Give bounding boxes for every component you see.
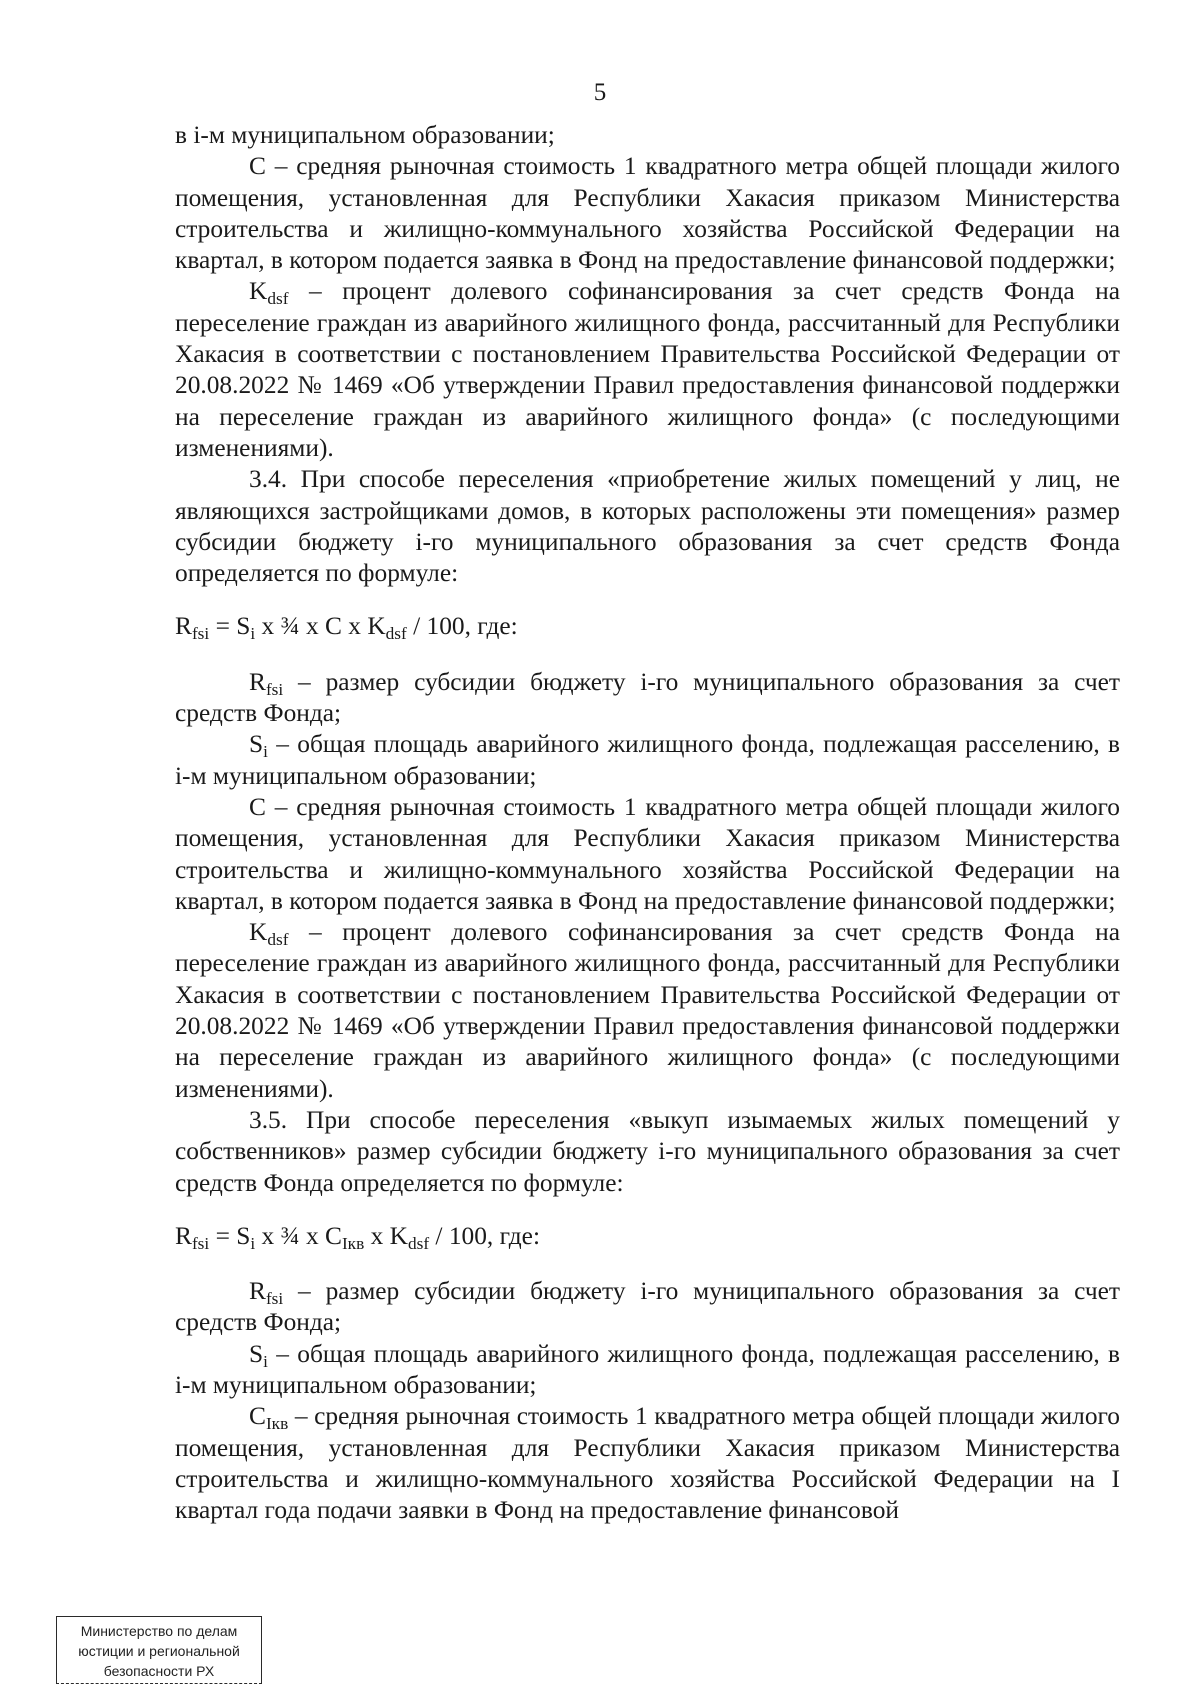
stamp-line: Министерство по делам (80, 1623, 238, 1639)
paragraph-definition-rfsi (175, 667, 1120, 730)
subscript: i (263, 742, 268, 762)
formula-subscript: i (250, 1233, 256, 1253)
symbol-r: R (249, 667, 266, 696)
subscript: fsi (265, 679, 284, 699)
formula-subscript: fsi (191, 624, 210, 644)
formula-subscript: fsi (191, 1233, 210, 1253)
paragraph-definition-c: C – средняя рыночная стоимость 1 квадратного метра общей площади жилого помещения, установленная для Республики Хакасия приказом Министерства строительства и жилищно-коммунального хозяйства Российской Федерации на квартал, в котором подается заявка в Фонд на предоставление финансовой поддержки; (175, 152, 1120, 275)
paragraph-definition-rfsi (175, 1276, 1120, 1339)
formula-3-4 (175, 611, 1120, 642)
paragraph-3-5: 3.5. При способе переселения «выкуп изымаемых жилых помещений у собственников» размер субсидии бюджету i-го муниципального образования за счет средств Фонда определяется по формуле: (175, 1105, 1120, 1197)
formula-part: / 100, где: (406, 612, 518, 641)
paragraph-definition-c: C – средняя рыночная стоимость 1 квадратного метра общей площади жилого помещения, установленная для Республики Хакасия приказом Министерства строительства и жилищно-коммунального хозяйства Российской Федерации на квартал, в котором подается заявка в Фонд на предоставление финансовой поддержки; (175, 792, 1120, 915)
formula-subscript: i (250, 624, 256, 644)
formula-part: / 100, где: (429, 1221, 541, 1250)
subscript: Iкв (265, 1414, 289, 1434)
paragraph-continuation: в i-м муниципальном образовании; (175, 121, 555, 149)
definition-text: – общая площадь аварийного жилищного фонда, подлежащая расселению, в i-м муниципальном образовании; (175, 730, 1120, 790)
formula-part: x K (364, 1221, 408, 1250)
formula-subscript: dsf (385, 624, 407, 644)
registration-stamp (56, 1616, 262, 1684)
paragraph-definition-kdsf (175, 276, 1120, 464)
definition-text: – размер субсидии бюджету i-го муниципального образования за счет средств Фонда; (175, 667, 1120, 728)
formula-part: x ¾ x C (255, 1221, 342, 1250)
formula-part: x ¾ x C x K (255, 612, 386, 641)
symbol-c: C (249, 1402, 266, 1431)
definition-text: – процент долевого софинансирования за счет средств Фонда на переселение граждан из аварийного жилищного фонда, рассчитанный для Республики Хакасия в соответствии с постановлением Правительства Российской Федерации от 20.08.2022 № 1469 «Об утверждении Правил предоставления финансовой поддержки на переселение граждан из аварийного жилищного фонда» (с последующими изменениями). (175, 277, 1120, 462)
subscript: i (263, 1351, 268, 1371)
formula-part: R (175, 612, 192, 641)
stamp-line: юстиции и региональной (78, 1643, 240, 1659)
symbol-s: S (249, 1339, 264, 1368)
formula-part: = S (209, 1221, 251, 1250)
definition-text: – средняя рыночная стоимость 1 квадратного метра общей площади жилого помещения, установленная для Республики Хакасия приказом Министерства строительства и жилищно-коммунального хозяйства Российской Федерации на I квартал года подачи заявки в Фонд на предоставление финансовой (175, 1402, 1120, 1525)
paragraph-definition-kdsf (175, 917, 1120, 1105)
formula-subscript: dsf (407, 1233, 430, 1253)
stamp-line: безопасности РХ (103, 1663, 215, 1679)
formula-subscript: Iкв (341, 1233, 365, 1253)
page-number: 5 (593, 79, 607, 106)
subscript: dsf (267, 289, 289, 309)
symbol-s: S (249, 730, 264, 759)
symbol-k: K (249, 918, 268, 947)
paragraph-definition-ciqv (175, 1401, 1120, 1526)
definition-text: – процент долевого софинансирования за счет средств Фонда на переселение граждан из аварийного жилищного фонда, рассчитанный для Республики Хакасия в соответствии с постановлением Правительства Российской Федерации от 20.08.2022 № 1469 «Об утверждении Правил предоставления финансовой поддержки на переселение граждан из аварийного жилищного фонда» (с последующими изменениями). (175, 918, 1120, 1103)
formula-part: R (175, 1221, 192, 1250)
paragraph-3-4: 3.4. При способе переселения «приобретение жилых помещений у лиц, не являющихся застройщиками домов, в которых расположены эти помещения» размер субсидии бюджету i-го муниципального образования за счет средств Фонда определяется по формуле: (175, 465, 1120, 588)
paragraph-definition-si (175, 1339, 1120, 1402)
formula-part: = S (209, 612, 251, 641)
symbol-k: K (249, 277, 268, 306)
symbol-r: R (249, 1277, 266, 1306)
subscript: fsi (265, 1288, 284, 1308)
paragraph-definition-si (175, 729, 1120, 792)
formula-3-5 (175, 1221, 1120, 1252)
subscript: dsf (267, 929, 289, 949)
definition-text: – размер субсидии бюджету i-го муниципального образования за счет средств Фонда; (175, 1277, 1120, 1337)
definition-text: – общая площадь аварийного жилищного фонда, подлежащая расселению, в i-м муниципальном образовании; (175, 1339, 1120, 1399)
document-body (175, 120, 1120, 1526)
